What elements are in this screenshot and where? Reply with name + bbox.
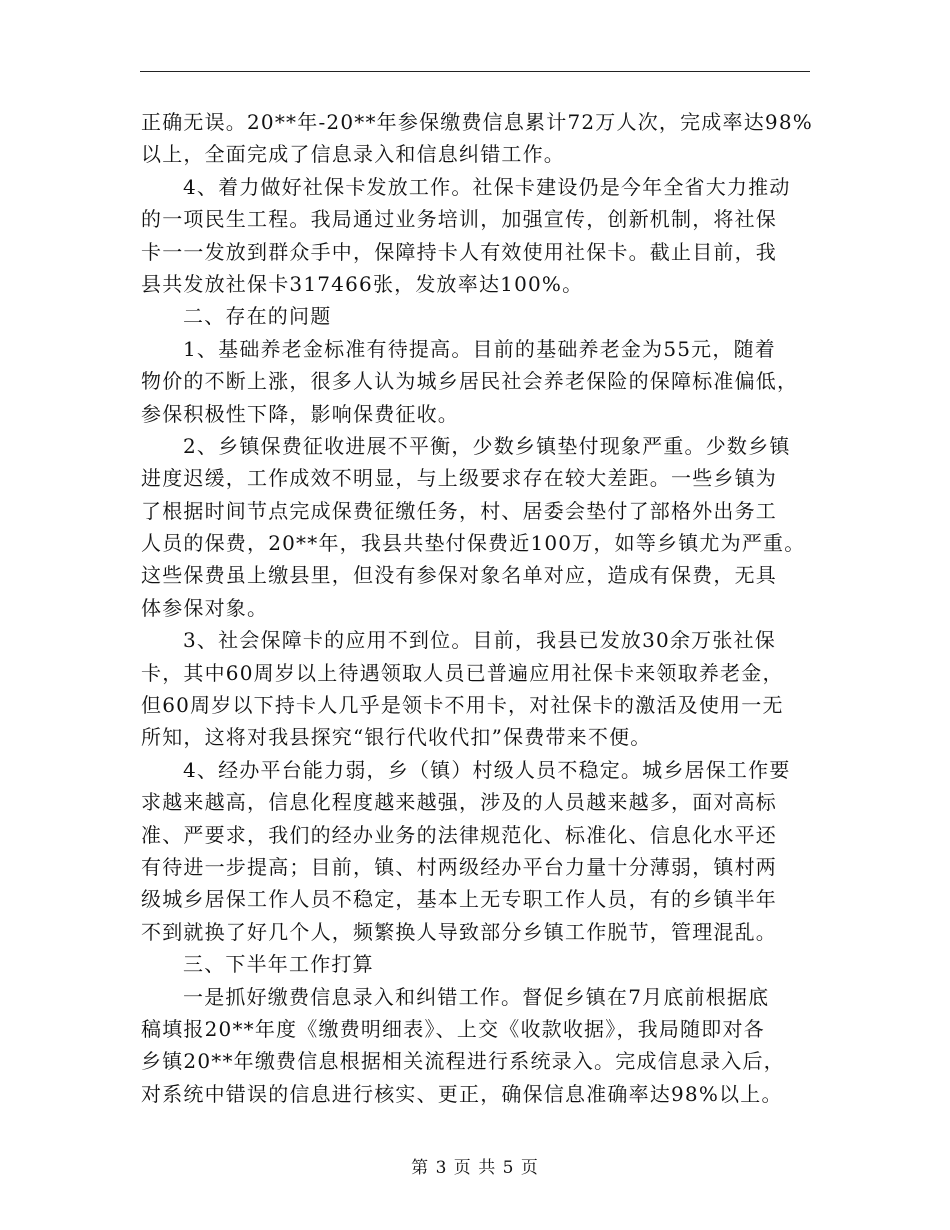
text-line: 以上，全面完成了信息录入和信息纠错工作。: [141, 142, 565, 167]
text-line: 不到就换了好几个人，频繁换人导致部分乡镇工作脱节，管理混乱。: [141, 919, 777, 944]
section-heading: 二、存在的问题: [183, 304, 332, 329]
paragraph-start: 一是抓好缴费信息录入和纠错工作。督促乡镇在7月底前根据底: [183, 984, 770, 1009]
section-heading: 三、下半年工作打算: [183, 952, 374, 977]
text-line: 有待进一步提高；目前，镇、村两级经办平台力量十分薄弱，镇村两: [141, 854, 777, 879]
text-line: 稿填报20**年度《缴费明细表》、上交《收款收据》，我局随即对各: [141, 1016, 765, 1041]
text-line: 参保积极性下降，影响保费征收。: [141, 401, 459, 426]
text-line: 求越来越高，信息化程度越来越强，涉及的人员越来越多，面对高标: [141, 790, 777, 815]
text-line: 所知，这将对我县探究“银行代收代扣”保费带来不便。: [141, 725, 652, 750]
text-line: 级城乡居保工作人员不稳定，基本上无专职工作人员，有的乡镇半年: [141, 887, 777, 912]
text-line: 了根据时间节点完成保费征缴任务，村、居委会垫付了部格外出务工: [141, 498, 777, 523]
paragraph-start: 1、基础养老金标准有待提高。目前的基础养老金为55元，随着: [183, 336, 776, 361]
text-line: 人员的保费，20**年，我县共垫付保费近100万，如等乡镇尤为严重。: [141, 531, 806, 556]
text-line: 这些保费虽上缴县里，但没有参保对象名单对应，造成有保费，无具: [141, 563, 777, 588]
text-line: 但60周岁以下持卡人几乎是领卡不用卡，对社保卡的激活及使用一无: [141, 693, 784, 718]
text-line: 进度迟缓，工作成效不明显，与上级要求存在较大差距。一些乡镇为: [141, 466, 777, 491]
text-line: 物价的不断上涨，很多人认为城乡居民社会养老保险的保障标准偏低，: [141, 369, 799, 394]
text-line: 准、严要求，我们的经办业务的法律规范化、标准化、信息化水平还: [141, 822, 777, 847]
text-line: 的一项民生工程。我局通过业务培训，加强宣传，创新机制，将社保: [141, 207, 777, 232]
page-number: 第 3 页 共 5 页: [411, 1158, 539, 1178]
text-line: 乡镇20**年缴费信息根据相关流程进行系统录入。完成信息录入后，: [141, 1049, 785, 1074]
text-line: 正确无误。20**年-20**年参保缴费信息累计72万人次，完成率达98%: [141, 110, 813, 134]
text-line: 体参保对象。: [141, 595, 269, 620]
paragraph-start: 3、社会保障卡的应用不到位。目前，我县已发放30余万张社保: [183, 628, 776, 653]
text-line: 卡一一发放到群众手中，保障持卡人有效使用社保卡。截止目前，我: [141, 239, 777, 264]
paragraph-start: 4、着力做好社保卡发放工作。社保卡建设仍是今年全省大力推动: [183, 174, 791, 199]
paragraph-start: 2、乡镇保费征收进展不平衡，少数乡镇垫付现象严重。少数乡镇: [183, 433, 791, 458]
text-line: 卡，其中60周岁以上待遇领取人员已普遍应用社保卡来领取养老金，: [141, 660, 784, 685]
text-line: 县共发放社保卡317466张，发放率达100%。: [141, 271, 584, 296]
header-rule: [140, 71, 810, 72]
paragraph-start: 4、经办平台能力弱，乡（镇）村级人员不稳定。城乡居保工作要: [183, 757, 791, 782]
text-line: 对系统中错误的信息进行核实、更正，确保信息准确率达98%以上。: [141, 1081, 783, 1106]
document-body: [141, 106, 813, 1110]
